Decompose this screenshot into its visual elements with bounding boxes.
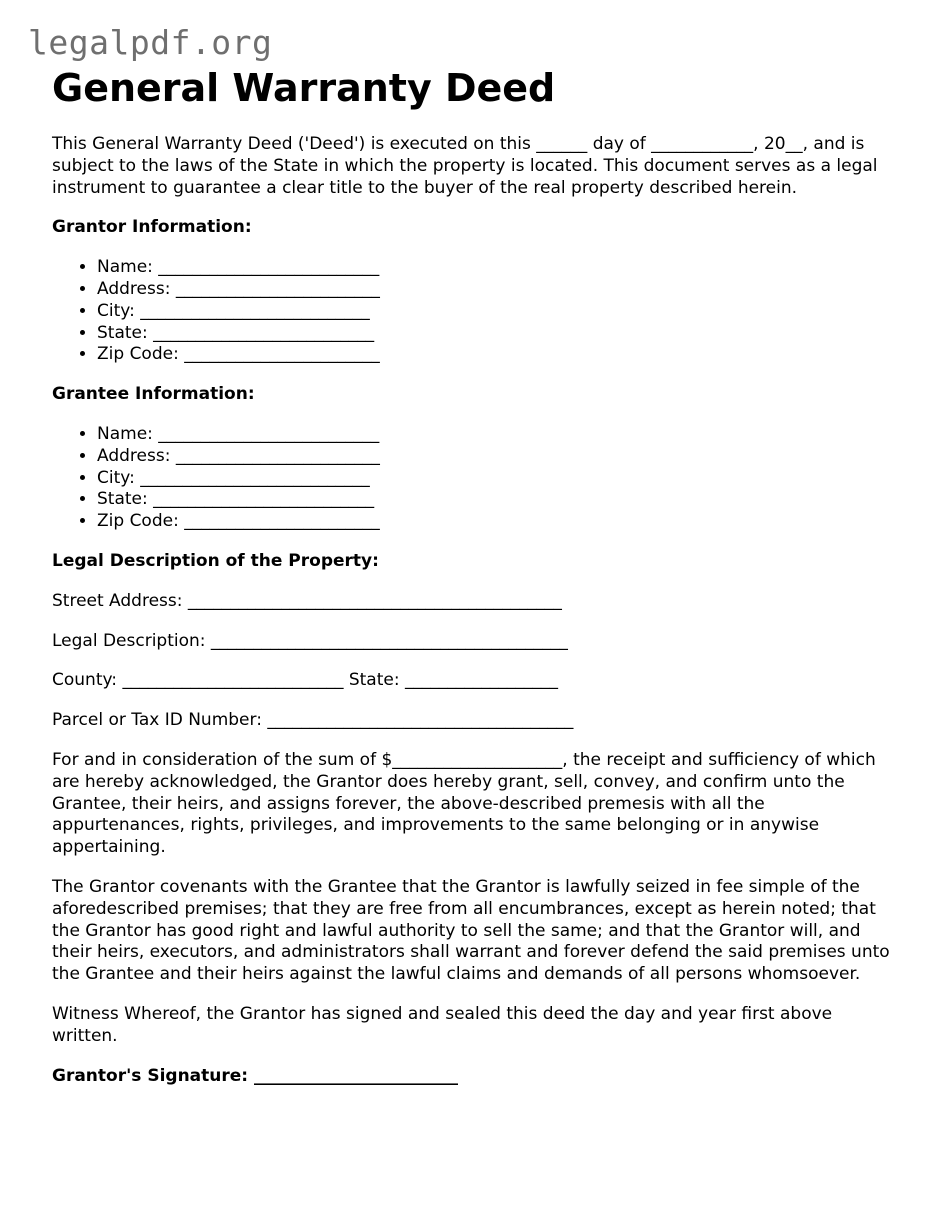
grantee-city-field: • City: ___________________________ xyxy=(97,468,892,490)
legal-description-field: Legal Description: __________________________________________ xyxy=(52,630,568,651)
deed-document xyxy=(52,64,892,1105)
grantor-zip-field: • Zip Code: _______________________ xyxy=(97,344,892,366)
grantor-city-field: • City: ___________________________ xyxy=(97,301,892,323)
grantee-name-field: • Name: __________________________ xyxy=(97,424,892,446)
grantor-field-list xyxy=(52,257,892,366)
grantee-field-list xyxy=(52,424,892,533)
property-heading: Legal Description of the Property: xyxy=(52,550,379,571)
consideration-paragraph: For and in consideration of the sum of $____________________, the receipt and sufficiency of which are hereby acknowledged, the Grantor does hereby grant, sell, convey, and confirm unto the Grantee, their heirs, and assigns forever, the above-described premesis with all the appurtenances, rights, privileges, and improvements to the same belonging or in anywise appertaining. xyxy=(52,749,876,858)
document-title: General Warranty Deed xyxy=(52,66,556,110)
grantor-name-field: • Name: __________________________ xyxy=(97,257,892,279)
watermark-logo: legalpdf.org xyxy=(28,23,273,62)
grantor-address-field: • Address: ________________________ xyxy=(97,279,892,301)
grantee-heading: Grantee Information: xyxy=(52,384,255,405)
grantee-address-field: • Address: ________________________ xyxy=(97,446,892,468)
witness-paragraph: Witness Whereof, the Grantor has signed and sealed this deed the day and year first above written. xyxy=(52,1003,833,1046)
street-address-field: Street Address: ____________________________________________ xyxy=(52,590,562,611)
intro-paragraph: This General Warranty Deed ('Deed') is executed on this ______ day of ____________, 20__, and is subject to the laws of the State in which the property is located. This document serves as a legal instrument to guarantee a clear title to the buyer of the real property described herein. xyxy=(52,134,878,198)
covenant-paragraph: The Grantor covenants with the Grantee that the Grantor is lawfully seized in fee simple of the aforedescribed premises; that they are free from all encumbrances, except as herein noted; that the Grantor has good right and lawful authority to sell the same; and that the Grantor will, and their heirs, executors, and administrators shall warrant and forever defend the said premises unto the Grantee and their heirs against the lawful claims and demands of all persons whomsoever. xyxy=(52,876,890,985)
grantor-heading: Grantor Information: xyxy=(52,217,252,238)
grantor-state-field: • State: __________________________ xyxy=(97,323,892,345)
grantor-signature-line: Grantor's Signature: ________________________ xyxy=(52,1065,459,1086)
parcel-id-field: Parcel or Tax ID Number: ____________________________________ xyxy=(52,710,574,731)
county-state-field: County: __________________________ State: __________________ xyxy=(52,670,558,691)
grantee-state-field: • State: __________________________ xyxy=(97,489,892,511)
grantee-zip-field: • Zip Code: _______________________ xyxy=(97,511,892,533)
